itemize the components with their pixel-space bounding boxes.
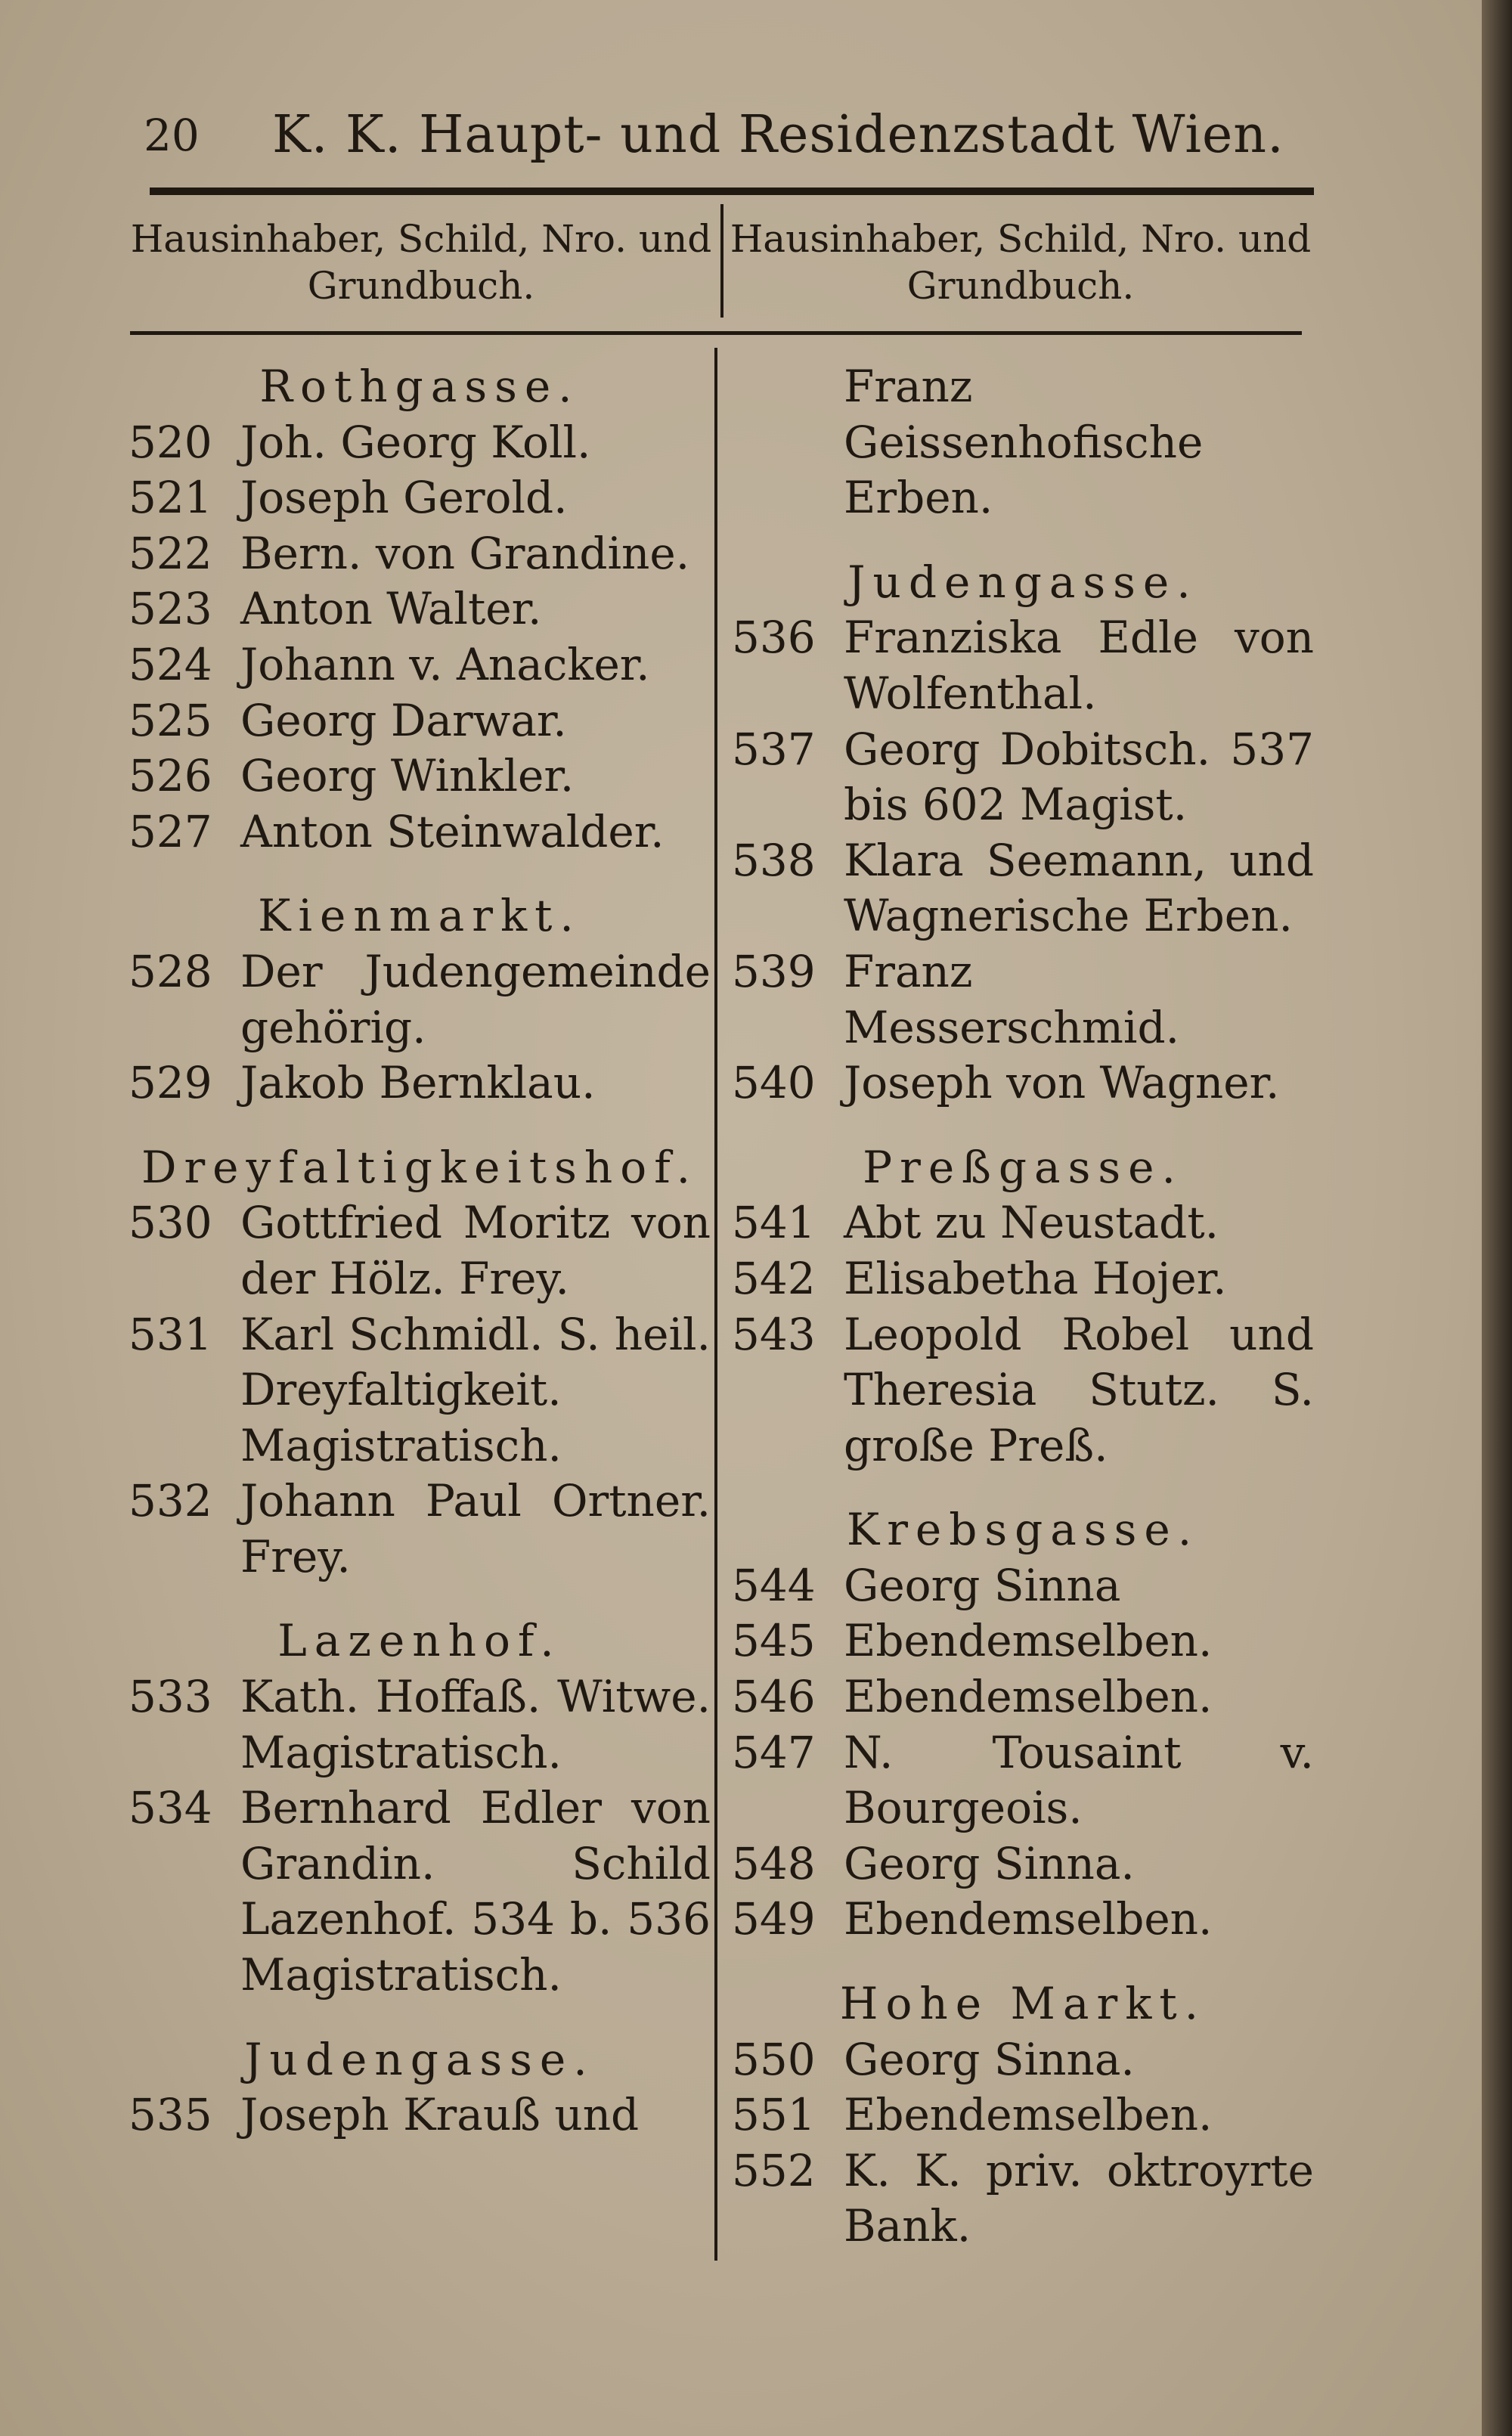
owner-text: Joseph Gerold. bbox=[240, 472, 568, 524]
house-number: 532 bbox=[129, 1475, 212, 1527]
list-item bbox=[129, 1055, 711, 1111]
owner-text: Anton Steinwalder. bbox=[240, 805, 665, 857]
column-header-right: Hausinhaber, Schild, Nro. und Grundbuch. bbox=[730, 217, 1312, 308]
owner-text: Franziska Edle von Wolfenthal. bbox=[844, 612, 1314, 719]
house-number: 525 bbox=[129, 694, 212, 746]
list-item bbox=[732, 1669, 1314, 1725]
list-item bbox=[129, 1195, 711, 1306]
owner-text: Johann v. Anacker. bbox=[240, 638, 650, 690]
street-heading: Lazenhof. bbox=[277, 1615, 562, 1667]
list-item bbox=[129, 2087, 711, 2143]
owner-text: Elisabetha Hojer. bbox=[844, 1252, 1227, 1304]
list-item bbox=[129, 581, 711, 637]
owner-text: Ebendemselben. bbox=[844, 1615, 1213, 1667]
list-item bbox=[129, 804, 711, 860]
owner-text: Ebendemselben. bbox=[844, 1893, 1213, 1945]
street-heading: Preßgasse. bbox=[863, 1141, 1183, 1193]
list-item bbox=[732, 1613, 1314, 1669]
owner-text: Johann Paul Ortner. Frey. bbox=[240, 1475, 711, 1582]
owner-text: Kath. Hoffaß. Witwe. Magistratisch. bbox=[240, 1671, 711, 1778]
street-heading: Rothgasse. bbox=[259, 361, 580, 412]
list-item bbox=[129, 693, 711, 749]
owner-text: Ebendemselben. bbox=[844, 2089, 1213, 2141]
house-number: 533 bbox=[129, 1671, 212, 1723]
house-number: 539 bbox=[732, 945, 816, 997]
column-header-left: Hausinhaber, Schild, Nro. und Grundbuch. bbox=[130, 217, 712, 308]
right-column bbox=[732, 359, 1314, 2255]
owner-text: Georg Sinna bbox=[844, 1559, 1121, 1611]
owner-text: Georg Darwar. bbox=[240, 694, 567, 746]
house-number: 546 bbox=[732, 1671, 816, 1723]
page-header bbox=[144, 105, 1312, 170]
house-number: 521 bbox=[129, 472, 212, 524]
owner-text: Karl Schmidl. S. heil. Dreyfaltigkeit. Magistratisch. bbox=[240, 1308, 711, 1471]
house-number: 536 bbox=[732, 612, 816, 664]
house-number: 520 bbox=[129, 416, 212, 468]
owner-text: N. Tousaint v. Bourgeois. bbox=[844, 1726, 1314, 1834]
list-item bbox=[732, 610, 1314, 721]
list-item bbox=[732, 2032, 1314, 2088]
owner-text: Georg Winkler. bbox=[240, 750, 575, 802]
list-item bbox=[129, 637, 711, 693]
owner-text: Georg Dobitsch. 537 bis 602 Magist. bbox=[844, 723, 1314, 831]
list-item bbox=[732, 2087, 1314, 2143]
owner-text: Bernhard Edler von Grandin. Schild Lazenhof. 534 b. 536 Magistratisch. bbox=[240, 1782, 711, 2001]
list-item bbox=[129, 748, 711, 804]
list-item bbox=[129, 1781, 711, 2003]
house-number: 542 bbox=[732, 1252, 816, 1304]
house-number: 524 bbox=[129, 638, 212, 690]
list-item bbox=[732, 833, 1314, 944]
house-number: 549 bbox=[732, 1893, 816, 1945]
list-item bbox=[732, 1836, 1314, 1892]
house-number: 552 bbox=[732, 2144, 816, 2196]
house-number: 547 bbox=[732, 1726, 816, 1778]
street-heading: Judengasse. bbox=[244, 2033, 595, 2085]
owner-text: Abt zu Neustadt. bbox=[844, 1197, 1219, 1249]
column-divider bbox=[714, 348, 717, 2261]
owner-text: Joh. Georg Koll. bbox=[240, 416, 591, 468]
list-item bbox=[129, 526, 711, 582]
house-number: 523 bbox=[129, 583, 212, 635]
owner-text: Klara Seemann, und Wagnerische Erben. bbox=[844, 834, 1314, 942]
owner-text: Anton Walter. bbox=[240, 583, 542, 635]
list-item bbox=[732, 2143, 1314, 2255]
owner-text: K. K. priv. oktroyrte Bank. bbox=[844, 2144, 1314, 2252]
street-heading: Hohe Markt. bbox=[839, 1978, 1207, 2030]
house-number: 535 bbox=[129, 2089, 212, 2141]
list-item bbox=[732, 1558, 1314, 1614]
header-rule bbox=[150, 188, 1314, 195]
house-number: 544 bbox=[732, 1559, 816, 1611]
list-item bbox=[129, 944, 711, 1055]
list-item bbox=[732, 1892, 1314, 1948]
house-number: 529 bbox=[129, 1057, 212, 1109]
list-item bbox=[732, 722, 1314, 833]
running-title: K. K. Haupt- und Residenzstadt Wien. bbox=[272, 105, 1284, 165]
list-item bbox=[732, 1725, 1314, 1836]
street-heading: Judengasse. bbox=[847, 556, 1198, 608]
house-number: 530 bbox=[129, 1197, 212, 1249]
owner-text: Der Judengemeinde gehörig. bbox=[240, 945, 711, 1053]
column-header-rule bbox=[130, 331, 1302, 335]
house-number: 527 bbox=[129, 805, 212, 857]
owner-text: Bern. von Grandine. bbox=[240, 527, 690, 579]
list-item bbox=[732, 1195, 1314, 1251]
page-number: 20 bbox=[144, 110, 200, 161]
house-number: 526 bbox=[129, 750, 212, 802]
list-item-continuation: Franz Geissenhofische Erben. bbox=[844, 361, 1204, 524]
house-number: 541 bbox=[732, 1197, 816, 1249]
house-number: 545 bbox=[732, 1615, 816, 1667]
list-item bbox=[129, 1474, 711, 1585]
house-number: 548 bbox=[732, 1837, 816, 1889]
owner-text: Joseph Krauß und bbox=[240, 2089, 640, 2141]
house-number: 540 bbox=[732, 1057, 816, 1109]
owner-text: Gottfried Moritz von der Hölz. Frey. bbox=[240, 1197, 711, 1304]
owner-text: Joseph von Wagner. bbox=[844, 1057, 1280, 1109]
owner-text: Georg Sinna. bbox=[844, 2033, 1135, 2085]
list-item bbox=[129, 1669, 711, 1781]
owner-text: Leopold Robel und Theresia Stutz. S. große Preß. bbox=[844, 1308, 1314, 1471]
owner-text: Georg Sinna. bbox=[844, 1837, 1135, 1889]
house-number: 538 bbox=[732, 834, 816, 886]
house-number: 543 bbox=[732, 1308, 816, 1360]
street-heading: Dreyfaltigkeitshof. bbox=[141, 1141, 699, 1193]
list-item bbox=[129, 1307, 711, 1474]
book-gutter bbox=[1482, 0, 1512, 2436]
list-item bbox=[732, 1307, 1314, 1474]
list-item bbox=[732, 1055, 1314, 1111]
house-number: 531 bbox=[129, 1308, 212, 1360]
owner-text: Ebendemselben. bbox=[844, 1671, 1213, 1723]
street-heading: Kienmarkt. bbox=[258, 890, 581, 942]
house-number: 537 bbox=[732, 723, 816, 775]
house-number: 522 bbox=[129, 527, 212, 579]
house-number: 528 bbox=[129, 945, 212, 997]
list-item bbox=[129, 470, 711, 526]
owner-text: Franz Messerschmid. bbox=[844, 945, 1180, 1053]
list-item bbox=[129, 415, 711, 471]
house-number: 550 bbox=[732, 2033, 816, 2085]
owner-text: Jakob Bernklau. bbox=[240, 1057, 596, 1109]
house-number: 551 bbox=[732, 2089, 816, 2141]
street-heading: Krebsgasse. bbox=[846, 1504, 1200, 1556]
list-item bbox=[732, 944, 1314, 1055]
house-number: 534 bbox=[129, 1782, 212, 1834]
header-divider bbox=[720, 204, 723, 318]
list-item bbox=[732, 1251, 1314, 1307]
left-column bbox=[129, 359, 711, 2143]
